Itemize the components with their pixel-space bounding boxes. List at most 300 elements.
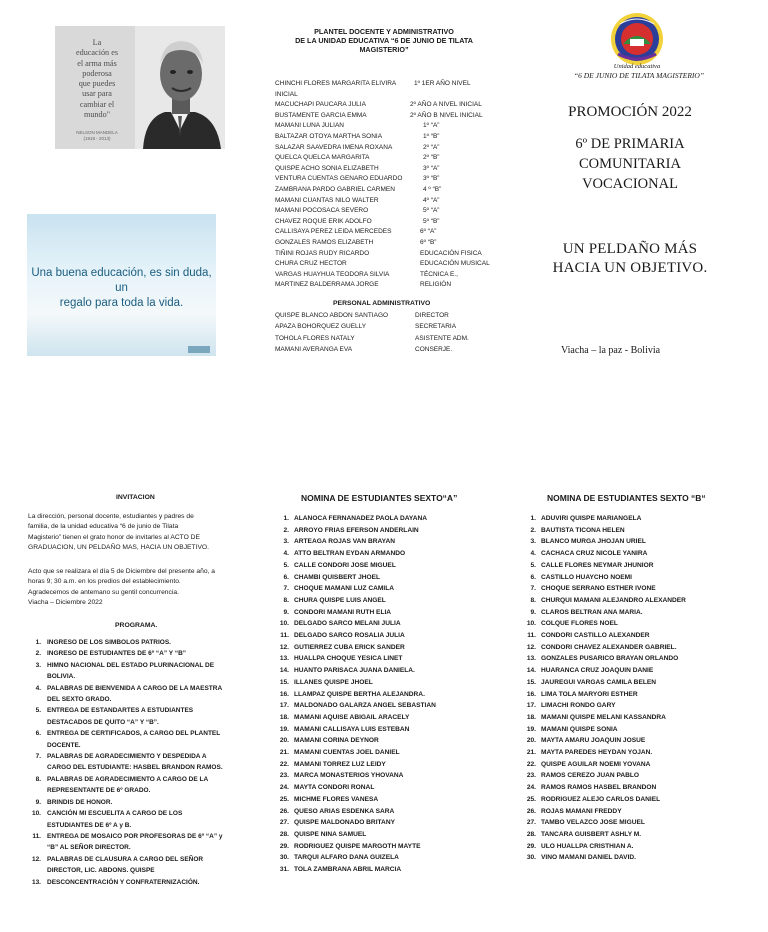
student-item (275, 642, 436, 654)
student-item (522, 747, 686, 759)
student-number: 4. (530, 550, 536, 558)
promotion-title: PROMOCIÓN 2022 (568, 104, 692, 120)
staff-name: MACUCHAPI PAUCARA JULIA (275, 101, 366, 109)
student-number: 12. (526, 643, 536, 651)
student-name: QUISPE MALDONADO BRITANY (294, 819, 395, 827)
student-name: RAMOS RAMOS HASBEL BRANDON (541, 784, 657, 792)
student-item (522, 665, 686, 677)
program-list (28, 637, 223, 888)
student-name: CONDORI MAMANI RUTH ELIA (294, 608, 392, 616)
staff-name: CALLISAYA PEREZ LEIDA MERCEDES (275, 228, 392, 236)
staff-title-line: PLANTEL DOCENTE Y ADMINISTRATIVO (314, 27, 454, 36)
student-list-a (275, 513, 436, 876)
student-list-b-title: NOMINA DE ESTUDIANTES SEXTO “B“ (547, 493, 706, 503)
staff-role: 1º 1ER AÑO NIVEL (414, 80, 471, 87)
mandela-author-years: (1918 - 2013) (83, 136, 111, 141)
student-number: 17. (526, 702, 536, 710)
student-number: 6. (283, 573, 289, 581)
student-number: 25. (526, 795, 536, 803)
education-quote-text (27, 266, 216, 311)
student-item (522, 735, 686, 747)
image-credit-badge (188, 346, 210, 353)
student-item (522, 548, 686, 560)
student-name: DELGADO SARCO MELANI JULIA (294, 620, 401, 628)
program-item (28, 808, 223, 819)
staff-role: SECRETARIA (415, 323, 457, 331)
student-number: 7. (530, 585, 536, 593)
program-item (28, 762, 223, 773)
program-item (28, 842, 223, 853)
student-name: CASTILLO HUAYCHO NOEMI (541, 573, 632, 581)
staff-role: 2º “A” (423, 143, 440, 151)
invitation-paragraph-1 (28, 512, 253, 554)
program-text: “B” AL SEÑOR DIRECTOR. (47, 844, 131, 852)
text-line: Viacha – Diciembre 2022 (28, 599, 103, 607)
program-number: 9. (35, 798, 41, 806)
student-item (275, 572, 436, 584)
student-item (522, 653, 686, 665)
student-name: ALANOCA FERNANADEZ PAOLA DAYANA (294, 515, 427, 522)
student-number: 1. (530, 515, 536, 522)
student-number: 31. (279, 866, 289, 874)
program-text: BOLIVIA. (47, 673, 76, 681)
staff-role: EDUCACIÓN MUSICAL (420, 260, 490, 268)
student-item (522, 829, 686, 841)
student-number: 13. (526, 655, 536, 663)
student-number: 10. (526, 620, 536, 628)
student-item (522, 700, 686, 712)
staff-name: INICIAL (275, 90, 298, 98)
program-item (28, 648, 223, 659)
student-item (275, 712, 436, 724)
staff-name: SALAZAR SAAVEDRA IMENA ROXANA (275, 143, 393, 151)
staff-role: TÉCNICA E., (420, 270, 458, 278)
student-item (522, 560, 686, 572)
student-number: 20. (526, 737, 536, 745)
student-name: GONZALES PUSARICO BRAYAN ORLANDO (541, 655, 679, 663)
student-number: 11. (280, 632, 289, 640)
student-name: HUARANCA CRUZ JOAQUIN DANIE (541, 667, 654, 675)
student-item (522, 513, 686, 525)
quote-line: que puedes (78, 79, 116, 89)
student-name: MAYTA PAREDES HEYDAN YOJAN. (541, 749, 653, 757)
student-name: QUISPE NINA SAMUEL (294, 830, 367, 838)
student-name: ADUVIRI QUISPE MARIANGELA (541, 515, 642, 522)
student-item (275, 817, 436, 829)
student-name: MAMANI CALLISAYA LUIS ESTEBAN (294, 725, 410, 733)
staff-role: 6º “B” (420, 239, 437, 246)
admin-title: PERSONAL ADMINISTRATIVO (333, 300, 431, 307)
staff-name: MAMANI LUNA JULIAN (275, 122, 344, 130)
program-text: PALABRAS DE AGRADECIMIENTO A CARGO DE LA (47, 775, 209, 783)
staff-name: GONZALES RAMOS ELIZABETH (275, 239, 374, 246)
education-quote-image (27, 214, 216, 356)
program-text: PALABRAS DE AGRADECIMIENTO Y DESPEDIDA A (47, 753, 207, 761)
quote-line: La (92, 38, 102, 47)
student-item (275, 618, 436, 630)
student-name: CHOQUE SERRANO ESTHER IVONE (541, 585, 656, 593)
program-number: 5. (35, 707, 41, 715)
student-name: TOLA ZAMBRANA ABRIL MARCIA (294, 866, 402, 874)
program-text: REPRESENTANTE DE 6º GRADO. (47, 787, 151, 795)
student-item (522, 794, 686, 806)
program-item (28, 854, 223, 865)
student-item (275, 525, 436, 537)
student-number: 13. (279, 655, 289, 663)
program-item (28, 865, 223, 876)
staff-role: ASISTENTE ADM. (415, 334, 469, 342)
program-text: CARGO DEL ESTUDIANTE: HASBEL BRANDON RAMOS. (47, 764, 223, 772)
student-item (275, 630, 436, 642)
student-number: 20. (279, 737, 289, 745)
staff-name: ZAMBRANA PARDO GABRIEL CARMEN (275, 186, 395, 193)
program-number: 10. (31, 810, 41, 818)
program-text: ESTUDIANTES DE 6º A y B. (47, 821, 132, 829)
student-number: 26. (279, 807, 289, 815)
grade-line: COMUNITARIA (579, 156, 681, 172)
staff-name: MAMANI POCOSACA SEVERO (275, 207, 369, 215)
student-number: 30. (526, 854, 536, 862)
staff-name: CHAVEZ ROQUE ERIK ADOLFO (275, 217, 372, 225)
student-name: RAMOS CEREZO JUAN PABLO (541, 772, 640, 780)
mandela-author (61, 130, 133, 142)
student-item (522, 724, 686, 736)
student-number: 16. (279, 690, 289, 698)
text-line: Acto que se realizara el día 5 de Diciembre del presente año, a (28, 568, 215, 575)
program-text: ENTREGA DE MOSAICO POR PROFESORAS DE 6º “A” y (47, 832, 223, 840)
staff-name: QUISPE BLANCO ABDON SANTIAGO (275, 312, 389, 319)
student-number: 11. (527, 632, 536, 640)
student-number: 16. (526, 690, 536, 698)
student-item (275, 513, 436, 525)
quote-line: cambiar el (79, 99, 115, 109)
text-line: GRADUACION, UN PELDAÑO MAS, HACIA UN OBJETIVO. (28, 544, 209, 552)
program-text: ENTREGA DE CERTIFICADOS, A CARGO DEL PLANTEL (47, 730, 221, 738)
staff-name: TOHOLA FLORES NATALY (275, 334, 355, 342)
student-number: 28. (279, 830, 289, 838)
student-number: 29. (279, 842, 289, 850)
student-name: ARTEAGA ROJAS VAN BRAYAN (294, 538, 395, 546)
student-name: MALDONADO GALARZA ANGEL SEBASTIAN (294, 702, 436, 710)
program-item (28, 717, 223, 728)
quote-line: mundo" (83, 110, 111, 120)
program-number: 2. (35, 650, 41, 658)
student-name: MAMANI AQUISE ABIGAIL ARACELY (294, 713, 410, 721)
program-item (28, 694, 223, 705)
motto-line: UN PELDAÑO MÁS (562, 241, 698, 257)
student-item (522, 536, 686, 548)
student-name: ATTO BELTRAN EYDAN ARMANDO (294, 550, 406, 558)
student-number: 27. (526, 819, 536, 827)
program-text: PALABRAS DE CLAUSURA A CARGO DEL SEÑOR (47, 855, 204, 863)
program-item (28, 820, 223, 831)
student-item (275, 689, 436, 701)
student-number: 25. (279, 795, 289, 803)
staff-name: VENTURA CUENTAS GENARO EDUARDO (275, 175, 403, 183)
mandela-quote-text (61, 38, 133, 120)
student-item (522, 618, 686, 630)
student-item (275, 852, 436, 864)
student-number: 24. (526, 784, 536, 792)
text-line: familia, de la unidad educativa “6 de junio de Tilata (28, 523, 179, 531)
program-text: DEL SEXTO GRADO. (47, 696, 112, 704)
program-number: 11. (32, 832, 41, 840)
student-item (275, 782, 436, 794)
staff-role: RELIGIÓN (420, 281, 452, 289)
student-name: CALLE CONDORI JOSE MIGUEL (294, 561, 396, 569)
student-item (522, 806, 686, 818)
quote-line: regalo para toda la vida. (59, 297, 184, 309)
student-name: MAMANI CORINA DEYNOR (294, 737, 379, 745)
student-item (522, 852, 686, 864)
program-number: 12. (31, 855, 41, 863)
student-item (522, 712, 686, 724)
program-text: HIMNO NACIONAL DEL ESTADO PLURINACIONAL DE (47, 661, 215, 669)
program-item (28, 671, 223, 682)
student-number: 21. (279, 749, 289, 757)
student-number: 10. (279, 620, 289, 628)
student-number: 14. (526, 667, 536, 675)
student-item (275, 607, 436, 619)
student-number: 8. (530, 596, 536, 604)
student-number: 6. (530, 573, 536, 581)
program-number: 4. (35, 684, 41, 692)
student-item (522, 630, 686, 642)
staff-name: CHINCHI FLORES MARGARITA ELIVIRA (275, 80, 397, 87)
staff-role: DIRECTOR (415, 312, 449, 319)
mandela-author-name: NELSON MANDELA (76, 130, 118, 135)
student-name: CHURA QUISPE LUIS ANGEL (294, 596, 386, 604)
student-number: 7. (283, 585, 289, 593)
student-name: LIMACHI RONDO GARY (541, 702, 616, 710)
quote-line: poderosa (82, 68, 112, 78)
motto-line: HACIA UN OBJETIVO. (552, 260, 708, 276)
student-item (522, 595, 686, 607)
student-name: RODRIGUEZ ALEJO CARLOS DANIEL (541, 795, 661, 803)
student-item (522, 607, 686, 619)
student-name: CACHACA CRUZ NICOLE YANIRA (541, 550, 648, 558)
student-name: COLQUE FLORES NOEL (541, 620, 618, 628)
student-item (275, 747, 436, 759)
student-name: CONDORI CASTILLO ALEXANDER (541, 632, 650, 640)
student-item (275, 560, 436, 572)
program-number: 1. (35, 639, 41, 646)
program-text: DOCENTE. (47, 741, 81, 749)
student-item (275, 806, 436, 818)
student-number: 18. (279, 713, 289, 721)
grade-line: VOCACIONAL (582, 176, 678, 192)
program-item (28, 740, 223, 751)
student-item (275, 548, 436, 560)
student-item (275, 583, 436, 595)
staff-role: 3º “B” (423, 175, 440, 183)
motto (520, 240, 740, 278)
student-number: 23. (279, 772, 289, 780)
student-name: QUESO ARIAS ESDENKA SARA (294, 807, 395, 815)
quote-line: Una buena educación, es sin duda, un (31, 267, 212, 294)
student-name: TAMBO VELAZCO JOSE MIGUEL (541, 819, 645, 827)
program-item (28, 831, 223, 842)
program-text: CANCIÓN MI ESCUELITA A CARGO DE LOS (47, 810, 183, 818)
student-name: QUISPE AGUILAR NOEMI YOVANA (541, 760, 651, 768)
student-name: MAYTA AMARU JOAQUIN JOSUE (541, 737, 646, 745)
student-name: MAMANI TORREZ LUZ LEIDY (294, 760, 386, 768)
student-name: HUALLPA CHOQUE YESICA LINET (294, 655, 403, 663)
student-item (275, 770, 436, 782)
student-number: 15. (526, 678, 536, 686)
program-number: 6. (35, 730, 41, 738)
staff-role: 1º “A” (423, 122, 440, 130)
student-item (275, 724, 436, 736)
program-item (28, 774, 223, 785)
mandela-quote-image (55, 26, 225, 149)
quote-line: usar para (82, 89, 112, 99)
student-number: 19. (526, 725, 536, 733)
student-name: BLANCO MURGA JHOJAN URIEL (541, 538, 646, 546)
student-item (275, 864, 436, 876)
student-name: JAUREGUI VARGAS CAMILA BELEN (541, 678, 657, 686)
staff-title (270, 27, 498, 54)
student-number: 27. (279, 819, 289, 827)
quote-line: el arma más (77, 58, 117, 68)
student-name: CONDORI CHAVEZ ALEXANDER GABRIEL. (541, 643, 677, 651)
invitation-paragraph-2 (28, 567, 253, 609)
program-text: ENTREGA DE ESTANDARTES A ESTUDIANTES (47, 707, 194, 715)
student-number: 26. (526, 807, 536, 815)
quote-line: educación es (75, 48, 119, 58)
program-item (28, 637, 223, 648)
student-number: 15. (279, 678, 289, 686)
staff-name: MAMANI AVERANGA EVA (275, 345, 353, 353)
staff-title-line: DE LA UNIDAD EDUCATIVA “6 DE JUNIO DE TILATA (295, 36, 473, 45)
staff-role: 6º “A” (420, 228, 437, 236)
program-text: DESTACADOS DE QUITO “A” Y “B”. (47, 718, 159, 726)
student-number: 2. (283, 526, 289, 534)
student-name: ROJAS MAMANI FREDDY (541, 807, 622, 815)
logo-caption-school: “6 DE JUNIO DE TILATA MAGISTERIO” (573, 71, 705, 80)
student-item (275, 841, 436, 853)
staff-name: VARGAS HUAYHUA TEODORA SILVIA (275, 270, 390, 278)
student-name: MAYTA CONDORI RONAL (294, 784, 375, 792)
student-list-b (522, 513, 686, 864)
student-number: 9. (283, 608, 289, 616)
text-line: Agradecemos de antemano su gentil concurrencia. (28, 588, 179, 596)
staff-role: 1º “B” (423, 133, 440, 140)
student-name: TARQUI ALFARO DANA GUIZELA (294, 854, 399, 862)
student-item (275, 700, 436, 712)
staff-name: BALTAZAR OTOYA MARTHA SONIA (275, 133, 383, 140)
staff-role: CONSERJE. (415, 345, 453, 353)
student-name: TANCARA GUISBERT ASHLY M. (541, 830, 642, 838)
student-name: MICHME FLORES VANESA (294, 795, 379, 803)
text-line: La dirección, personal docente, estudiantes y padres de (28, 513, 194, 520)
student-name: MAMANI CUENTAS JOEL DANIEL (294, 749, 400, 757)
text-line: horas 9; 30 a.m. en los predios del establecimiento. (28, 578, 181, 586)
student-name: CALLE FLORES NEYMAR JHUNIOR (541, 561, 654, 569)
student-number: 19. (279, 725, 289, 733)
grade-title (520, 134, 740, 194)
program-title: PROGRAMA. (115, 622, 158, 629)
student-name: CHURQUI MAMANI ALEJANDRO ALEXANDER (541, 596, 686, 604)
student-number: 4. (283, 550, 289, 558)
grade-line: 6º DE PRIMARIA (575, 136, 685, 152)
student-item (522, 677, 686, 689)
staff-name: QUELCA QUELCA MARGARITA (275, 154, 370, 162)
staff-role: 3º “A” (423, 164, 440, 172)
student-name: GUTIERREZ CUBA ERICK SANDER (294, 643, 405, 651)
location: Viacha – la paz - Bolivia (561, 345, 661, 356)
program-number: 7. (35, 753, 41, 761)
staff-name: CHURA CRUZ HECTOR (275, 260, 347, 268)
student-item (275, 735, 436, 747)
student-name: VINO MAMANI DANIEL DAVID. (541, 854, 637, 862)
student-name: CHAMBI QUISBERT JHOEL (294, 573, 381, 581)
student-number: 21. (526, 749, 536, 757)
invitation-title: INVITACION (116, 494, 155, 501)
student-name: ILLANES QUISPE JHOEL (294, 678, 373, 686)
student-item (522, 759, 686, 771)
student-item (275, 677, 436, 689)
student-item (522, 525, 686, 537)
student-name: RODRIGUEZ QUISPE MARGOTH MAYTE (294, 842, 421, 850)
student-number: 3. (283, 538, 289, 546)
student-name: ARROYO FRIAS EFERSON ANDERLAIN (294, 526, 419, 534)
staff-role: 4 º “B” (423, 186, 442, 193)
student-name: LIMA TOLA MARYORI ESTHER (541, 690, 638, 698)
student-name: DELGADO SARCO ROSALIA JULIA (294, 632, 405, 640)
program-item (28, 660, 223, 671)
student-number: 1. (283, 515, 289, 522)
program-text: DESCONCENTRACIÓN Y CONFRATERNIZACIÓN. (47, 878, 200, 886)
student-item (522, 817, 686, 829)
student-number: 3. (530, 538, 536, 546)
program-text: BRINDIS DE HONOR. (47, 798, 113, 806)
student-name: MAMANI QUISPE MELANI KASSANDRA (541, 713, 666, 721)
student-item (522, 841, 686, 853)
program-item (28, 877, 223, 888)
student-number: 5. (283, 561, 289, 569)
program-item (28, 705, 223, 716)
staff-name: APAZA BOHORQUEZ GUELLY (275, 323, 367, 331)
student-number: 28. (526, 830, 536, 838)
student-item (275, 536, 436, 548)
school-logo-emblem (610, 12, 664, 66)
program-item (28, 683, 223, 694)
program-number: 13. (31, 878, 41, 886)
student-number: 22. (526, 760, 536, 768)
student-name: MARCA MONASTERIOS YHOVANA (294, 772, 404, 780)
program-text: INGRESO DE ESTUDIANTES DE 6º “A” Y “B” (47, 650, 187, 658)
program-item (28, 785, 223, 796)
student-item (522, 572, 686, 584)
staff-name: TIÑINI ROJAS RUDY RICARDO (275, 249, 370, 257)
program-item (28, 751, 223, 762)
student-number: 18. (526, 713, 536, 721)
text-line: Magisterio” tienen el grato honor de invitarles al ACTO DE (28, 533, 200, 541)
student-item (522, 583, 686, 595)
student-name: CHOQUE MAMANI LUZ CAMILA (294, 585, 394, 593)
staff-role: 2º AÑO A NIVEL INICIAL (410, 101, 482, 109)
student-number: 23. (526, 772, 536, 780)
staff-role: 2º AÑO B NIVEL INICIAL (410, 111, 483, 119)
student-name: CLAROS BELTRAN ANA MARIA. (541, 608, 643, 616)
student-item (522, 642, 686, 654)
student-name: MAMANI QUISPE SONIA (541, 725, 618, 733)
staff-title-line: MAGISTERIO” (359, 45, 409, 54)
staff-name: BUSTAMENTE GARCIA EMMA (275, 111, 367, 119)
staff-name: QUISPE ACHO SONIA ELIZABETH (275, 164, 379, 172)
student-item (275, 759, 436, 771)
